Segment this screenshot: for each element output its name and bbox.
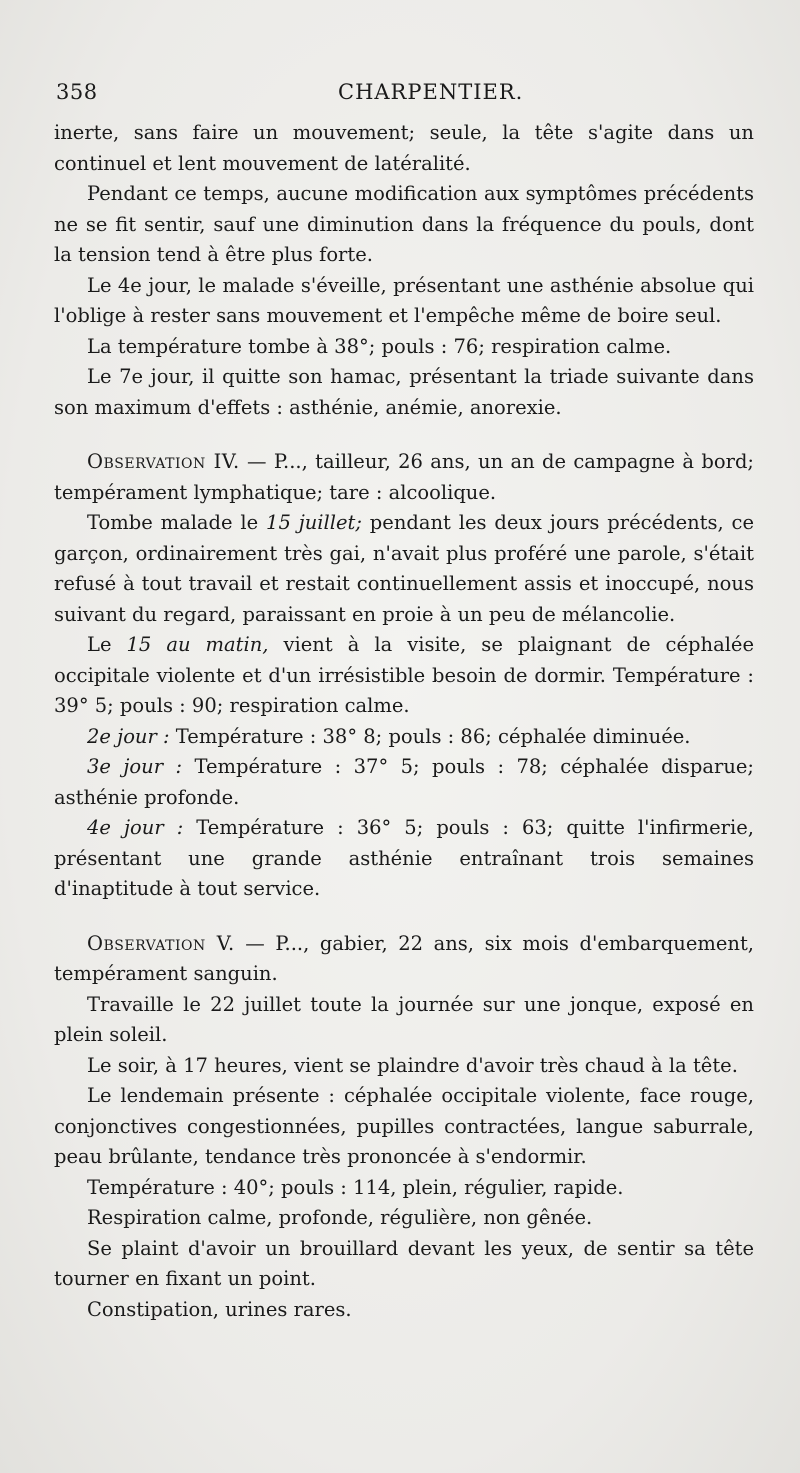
observation-label: Observation V. [87,931,235,955]
running-head: CHARPENTIER. [338,80,524,104]
observation-5-heading [54,929,754,990]
paragraph: Le soir, à 17 heures, vient se plaindre d'avoir très chaud à la tête. [87,1053,738,1077]
paragraph: Le 4e jour, le malade s'éveille, présentant une asthénie absolue qui l'oblige à rester sans mouvement et l'empêche même de boire seul. [54,273,754,327]
observation-intro: — P..., gabier, 22 ans, six mois d'embarquement, tempérament sanguin. [54,931,754,985]
page-header [56,80,750,110]
paragraph: Respiration calme, profonde, régulière, non gênée. [87,1206,593,1229]
paragraph [54,722,754,753]
paragraph [54,813,754,905]
paragraph [54,508,754,630]
body-text [54,118,754,1325]
paragraph: Le 7e jour, il quitte son hamac, présentant la triade suivante dans son maximum d'effets : asthénie, anémie, anorexie. [54,365,754,419]
date-emphasis: 15 juillet; [266,511,362,534]
text-run: Le [87,633,127,656]
paragraph: Température : 40°; pouls : 114, plein, régulier, rapide. [87,1175,624,1199]
text-run: Température : 36° 5; pouls : 63; quitte l'infirmerie, présentant une grande asthénie entraînant trois semaines d'inaptitude à tout service. [54,816,754,900]
text-run: Température : 38° 8; pouls : 86; céphalée diminuée. [169,724,691,748]
date-emphasis: 15 au matin, [126,633,269,656]
page-number: 358 [56,80,98,104]
section-gap [54,423,754,447]
observation-label: Observation IV. [87,450,240,473]
text-run: Température : 37° 5; pouls : 78; céphalée disparue; asthénie profonde. [54,755,754,809]
paragraph: Constipation, urines rares. [87,1297,352,1321]
observation-4-heading [54,447,754,508]
day-label: 2e jour : [87,724,170,748]
paragraph: Le lendemain présente : céphalée occipitale violente, face rouge, conjonctives congestionnées, pupilles contractées, langue saburrale, peau brûlante, tendance très prononcée à s'endormir. [54,1084,754,1168]
section-gap [54,905,754,929]
text-run: Tombe malade le [87,511,267,534]
paragraph: La température tombe à 38°; pouls : 76; respiration calme. [87,334,672,358]
day-label: 3e jour : [87,755,183,778]
text-run: pendant les deux jours précédents, ce garçon, ordinairement très gai, n'avait plus proféré une parole, s'était refusé à tout travail et restait continuellement assis et inoccupé, nous suivant du regard, paraissant en proie à un peu de mélancolie. [54,511,755,626]
day-label: 4e jour : [87,816,184,839]
observation-intro: — P..., tailleur, 26 ans, un an de campagne à bord; tempérament lymphatique; tare : alcoolique. [54,450,754,504]
paragraph [54,752,754,813]
paragraph: inerte, sans faire un mouvement; seule, la tête s'agite dans un continuel et lent mouvement de latéralité. [54,121,754,175]
paragraph: Travaille le 22 juillet toute la journée sur une jonque, exposé en plein soleil. [54,992,754,1046]
paragraph: Se plaint d'avoir un brouillard devant les yeux, de sentir sa tête tourner en fixant un point. [54,1236,754,1290]
paragraph: Pendant ce temps, aucune modification aux symptômes précédents ne se fit sentir, sauf une diminution dans la fréquence du pouls, dont la tension tend à être plus forte. [54,182,754,266]
text-run: vient à la visite, se plaignant de céphalée occipitale violente et d'un irrésistible besoin de dormir. Température : 39° 5; pouls : 90; respiration calme. [54,633,755,717]
paragraph [54,630,754,722]
